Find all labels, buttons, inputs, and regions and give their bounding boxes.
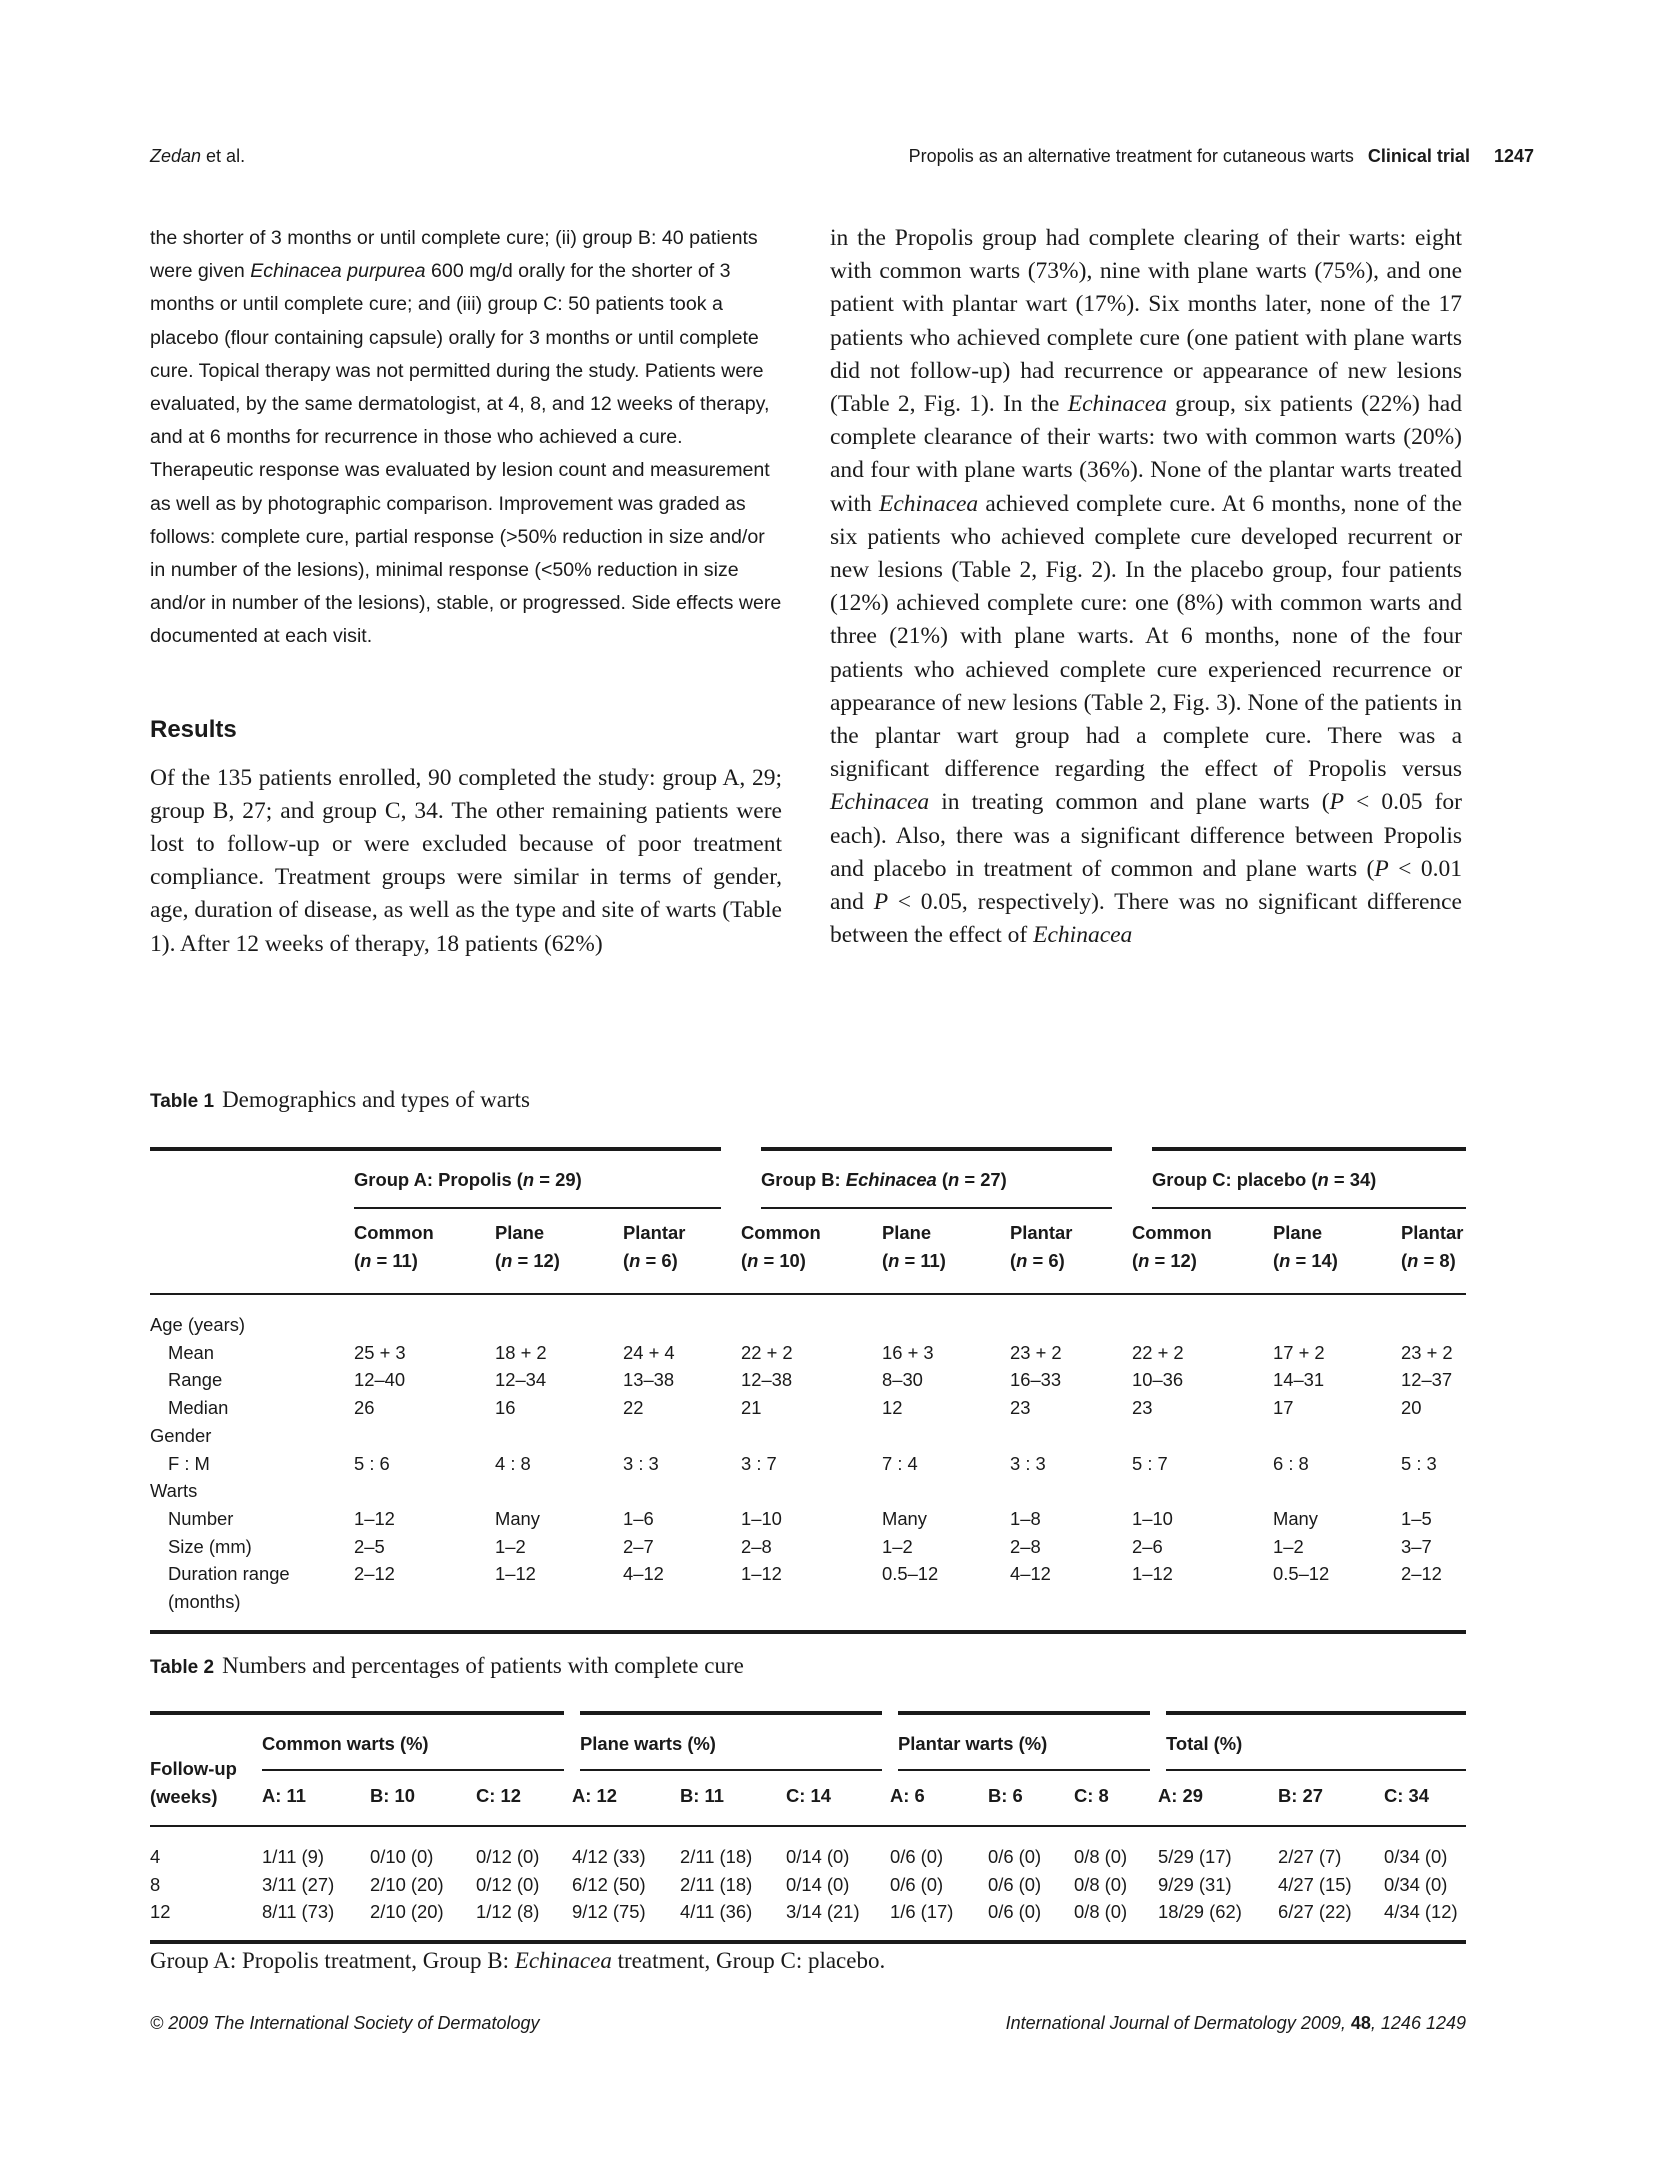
table-cell: 13–38 — [623, 1369, 675, 1391]
table-cell: 4/12 (33) — [572, 1846, 646, 1867]
table-cell: 9/12 (75) — [572, 1901, 646, 1923]
table1-subcolumn-header: Plantar (n = 6) — [1010, 1222, 1073, 1271]
table-cell: 0/12 (0) — [476, 1873, 540, 1895]
table1-subcolumn-header: Plantar (n = 8) — [1401, 1222, 1464, 1271]
table-cell: 1–2 — [882, 1535, 913, 1557]
table-cell: 12 — [882, 1397, 903, 1419]
table-cell — [1401, 1294, 1466, 1339]
table-cell — [1401, 1477, 1466, 1505]
table2-subcolumn-header: C: 14 — [786, 1785, 831, 1806]
table-cell: 17 + 2 — [1273, 1341, 1325, 1363]
table-cell: 17 — [1273, 1397, 1294, 1419]
table-cell: 1–2 — [495, 1535, 526, 1557]
table-cell: 6/12 (50) — [572, 1873, 646, 1895]
table-cell: 4 : 8 — [495, 1452, 531, 1474]
table-cell: 22 + 2 — [1132, 1341, 1184, 1363]
author-line: Zedan et al. — [150, 146, 246, 166]
table-cell: 4–12 — [1010, 1563, 1051, 1585]
table1-caption — [150, 1087, 530, 1113]
table1-subcolumn-header: Plantar (n = 6) — [623, 1222, 686, 1271]
table-row — [150, 1366, 1466, 1394]
table-cell: 3 : 3 — [623, 1452, 659, 1474]
table-cell: 3 : 7 — [741, 1452, 777, 1474]
row-label: Mean — [168, 1341, 215, 1363]
table-cell: 0.5–12 — [1273, 1563, 1330, 1585]
table-cell: 16–33 — [1010, 1369, 1062, 1391]
table2-subheader-row — [150, 1770, 1466, 1826]
table-row — [150, 1477, 1466, 1505]
table-cell: 12–38 — [741, 1369, 793, 1391]
table1-subcolumn-header: Plane (n = 11) — [882, 1222, 946, 1271]
table2-subcolumn-header: B: 6 — [988, 1785, 1023, 1806]
table-cell — [495, 1294, 623, 1339]
table-cell — [1273, 1477, 1401, 1505]
table-cell — [495, 1422, 623, 1450]
table-cell: 1–2 — [1273, 1535, 1304, 1557]
table-cell: 4/34 (12) — [1384, 1901, 1458, 1923]
table2-group-plane: Plane warts (%) — [572, 1713, 890, 1770]
row-label: Median — [168, 1397, 229, 1419]
table1-group-a: Group A: Propolis (n = 29) — [354, 1149, 741, 1208]
table1-subcolumn-header: Common (n = 12) — [1132, 1222, 1212, 1271]
table-cell: 1–10 — [741, 1507, 782, 1529]
table2-group-plantar: Plantar warts (%) — [890, 1713, 1158, 1770]
methods-paragraph: the shorter of 3 months or until complete cure; (ii) group B: 40 patients were given Echinacea purpurea 600 mg/d orally for the shorter of 3 months or until complete cure; and (iii) group C: 50 patients took a placebo (flour containing capsule) orally for 3 months or until complete cure. Topical therapy was not permitted during the study. Patients were evaluated, by the same dermatologist, at 4, 8, and 12 weeks of therapy, and at 6 months for recurrence in those who achieved a cure. Therapeutic response was evaluated by lesion count and measurement as well as by photographic comparison. Improvement was graded as follows: complete cure, partial response (>50% reduction in size and/or in number of the lesions), minimal response (<50% reduction in size and/or in number of the lesions), stable, or progressed. Side effects were documented at each visit. — [150, 227, 782, 648]
table-cell: 5 : 3 — [1401, 1452, 1437, 1474]
table-cell — [623, 1294, 741, 1339]
table-cell: 2–6 — [1132, 1535, 1163, 1557]
table-cell: 12–40 — [354, 1369, 406, 1391]
table-cell — [882, 1294, 1010, 1339]
table-cell: 2/10 (20) — [370, 1873, 444, 1895]
table-cell — [1401, 1422, 1466, 1450]
row-label: Warts — [150, 1480, 198, 1502]
table-cell — [1010, 1294, 1132, 1339]
table-cell: Many — [882, 1507, 927, 1529]
table-cell: 0/6 (0) — [890, 1846, 944, 1867]
table-cell — [1132, 1422, 1273, 1450]
table-cell — [1010, 1477, 1132, 1505]
table-cell: 26 — [354, 1397, 375, 1419]
table-cell — [741, 1294, 882, 1339]
table-cell: 10–36 — [1132, 1369, 1184, 1391]
table-cell: 0/14 (0) — [786, 1873, 850, 1895]
table-cell: 12–37 — [1401, 1369, 1453, 1391]
table-row — [150, 1505, 1466, 1533]
table-cell: 2/27 (7) — [1278, 1846, 1342, 1867]
table-cell — [882, 1422, 1010, 1450]
table-cell: 1–12 — [1132, 1563, 1173, 1585]
table-cell — [1273, 1422, 1401, 1450]
table-cell: 24 + 4 — [623, 1341, 675, 1363]
table-cell: 1–8 — [1010, 1507, 1041, 1529]
table-cell: 0/12 (0) — [476, 1846, 540, 1867]
table1-subcolumn-header: Plane (n = 14) — [1273, 1222, 1338, 1271]
table-cell — [741, 1477, 882, 1505]
table-cell: 18 + 2 — [495, 1341, 547, 1363]
table-cell — [1132, 1477, 1273, 1505]
table-cell: 5 : 6 — [354, 1452, 390, 1474]
table-cell — [623, 1422, 741, 1450]
table-cell — [1010, 1422, 1132, 1450]
page-number: 1247 — [1493, 146, 1534, 166]
table-cell: 5/29 (17) — [1158, 1846, 1232, 1867]
row-label: Range — [168, 1369, 223, 1391]
table-cell: 18/29 (62) — [1158, 1901, 1242, 1923]
table-cell: 6/27 (22) — [1278, 1901, 1352, 1923]
table-row — [150, 1339, 1466, 1367]
row-label: Duration range (months) — [168, 1563, 290, 1613]
row-label: Gender — [150, 1424, 212, 1446]
table-cell: 21 — [741, 1397, 762, 1419]
table-cell: 5 : 7 — [1132, 1452, 1168, 1474]
table-cell: 0/8 (0) — [1074, 1873, 1128, 1895]
table-row — [150, 1560, 1466, 1631]
results-paragraph-continued: in the Propolis group had complete clearing of their warts: eight with common warts (73%), nine with plane warts (75%), and one patient with plantar wart (17%). Six months later, none of the 17 patients who achieved complete cure (one patient with plane warts did not follow-up) had recurrence or appearance of new lesions (Table 2, Fig. 1). In the Echinacea group, six patients (22%) had complete clearance of their warts: two with common warts (20%) and four with plane warts (36%). None of the plantar warts treated with Echinacea achieved complete cure. At 6 months, none of the six patients who achieved complete cure developed recurrent or new lesions (Table 2, Fig. 2). In the placebo group, four patients (12%) achieved complete cure: one (8%) with common warts and three (21%) with plane warts. At 6 months, none of the four patients who achieved complete cure experienced recurrence or appearance of new lesions (Table 2, Fig. 3). None of the patients in the plantar wart group had a complete cure. There was a significant difference regarding the effect of Propolis versus Echinacea in treating common and plane warts (P < 0.05 for each). Also, there was a significant difference between Propolis and placebo in treatment of common and plane warts (P < 0.01 and P < 0.05, respectively). There was no significant difference between the effect of Echinacea — [830, 225, 1462, 949]
table1-group-b: Group B: Echinacea (n = 27) — [741, 1149, 1132, 1208]
row-label: Number — [168, 1507, 234, 1529]
table2-subcolumn-header: B: 27 — [1278, 1785, 1323, 1806]
table-cell: 7 : 4 — [882, 1452, 918, 1474]
followup-week: 12 — [150, 1901, 171, 1923]
table2-subcolumn-header: C: 34 — [1384, 1785, 1429, 1806]
table2-footnote: Group A: Propolis treatment, Group B: Echinacea treatment, Group C: placebo. — [150, 1948, 886, 1973]
table2-subcolumn-header: C: 8 — [1074, 1785, 1109, 1806]
table-row — [150, 1394, 1466, 1422]
table-cell: 0/8 (0) — [1074, 1901, 1128, 1923]
running-title: Propolis as an alternative treatment for cutaneous warts — [908, 146, 1354, 166]
table-cell: 14–31 — [1273, 1369, 1325, 1391]
table-cell: 1–12 — [495, 1563, 536, 1585]
table1-subcolumn-header: Plane (n = 12) — [495, 1222, 560, 1271]
table2-complete-cure — [150, 1711, 1466, 1944]
table2-subcolumn-header: A: 29 — [1158, 1785, 1203, 1806]
table2-caption — [150, 1653, 744, 1679]
table-cell: 3 : 3 — [1010, 1452, 1046, 1474]
table2-group-header-row — [150, 1713, 1466, 1770]
table-cell: 2–12 — [354, 1563, 395, 1585]
table-cell — [354, 1294, 495, 1339]
copyright: © 2009 The International Society of Dermatology — [150, 2013, 540, 2033]
table-cell: 1–10 — [1132, 1507, 1173, 1529]
table-cell: 16 + 3 — [882, 1341, 934, 1363]
table-cell: 2/10 (20) — [370, 1901, 444, 1923]
table-cell: 0/10 (0) — [370, 1846, 434, 1867]
table-cell: Many — [495, 1507, 540, 1529]
table1-demographics — [150, 1147, 1466, 1634]
table1-subcolumn-header: Common (n = 11) — [354, 1222, 434, 1271]
table-cell — [354, 1477, 495, 1505]
table1-label: Table 1 — [150, 1091, 215, 1112]
table-cell: 2–8 — [1010, 1535, 1041, 1557]
table2-subcolumn-header: A: 11 — [262, 1785, 306, 1806]
table-row — [150, 1871, 1466, 1899]
table-cell: 0/6 (0) — [988, 1901, 1042, 1923]
table2-label: Table 2 — [150, 1657, 215, 1678]
table-cell: 2/11 (18) — [680, 1873, 753, 1895]
table-cell — [1273, 1294, 1401, 1339]
table-cell: 2–12 — [1401, 1563, 1442, 1585]
table-cell: 0/6 (0) — [988, 1873, 1042, 1895]
table-cell: 0/8 (0) — [1074, 1846, 1128, 1867]
table-cell: 3–7 — [1401, 1535, 1432, 1557]
table-cell: 0/34 (0) — [1384, 1846, 1448, 1867]
followup-week: 8 — [150, 1873, 161, 1895]
table-cell: 3/14 (21) — [786, 1901, 860, 1923]
results-heading: Results — [150, 715, 237, 743]
followup-week: 4 — [150, 1846, 161, 1867]
table-cell: 0/14 (0) — [786, 1846, 850, 1867]
table-cell: 0/34 (0) — [1384, 1873, 1448, 1895]
table-cell: 1/6 (17) — [890, 1901, 954, 1923]
table1-group-header-row — [150, 1149, 1466, 1208]
table-cell: 23 — [1010, 1397, 1031, 1419]
table1-subheader-row — [150, 1208, 1466, 1294]
table-cell: 2/11 (18) — [680, 1846, 753, 1867]
table2-group-total: Total (%) — [1158, 1713, 1466, 1770]
table2-subcolumn-header: A: 12 — [572, 1785, 617, 1806]
table2-body — [150, 1826, 1466, 1942]
table1-body — [150, 1294, 1466, 1632]
table-cell — [623, 1477, 741, 1505]
table-cell: 9/29 (31) — [1158, 1873, 1232, 1895]
table-cell: 1/11 (9) — [262, 1846, 325, 1867]
table-cell: 25 + 3 — [354, 1341, 406, 1363]
table-cell: 1–6 — [623, 1507, 654, 1529]
table-cell: 23 + 2 — [1010, 1341, 1062, 1363]
table-cell: 2–8 — [741, 1535, 772, 1557]
table-cell: 1–12 — [741, 1563, 782, 1585]
table-row — [150, 1826, 1466, 1871]
table2-followup-header: Follow-up (weeks) — [150, 1713, 262, 1826]
table-cell: 2–5 — [354, 1535, 385, 1557]
table2-subcolumn-header: B: 11 — [680, 1785, 724, 1806]
header-right — [909, 146, 1534, 167]
table-cell: 8/11 (73) — [262, 1901, 335, 1923]
table-cell: 2–7 — [623, 1535, 654, 1557]
table2-title: Numbers and percentages of patients with complete cure — [222, 1653, 744, 1678]
table-cell: 8–30 — [882, 1369, 923, 1391]
left-column — [150, 222, 782, 961]
table-cell: 1–5 — [1401, 1507, 1432, 1529]
table-cell: 23 + 2 — [1401, 1341, 1453, 1363]
table-row — [150, 1898, 1466, 1942]
table-cell — [741, 1422, 882, 1450]
row-label: F : M — [168, 1452, 210, 1474]
section-label: Clinical trial — [1367, 146, 1470, 166]
table-cell: 0.5–12 — [882, 1563, 939, 1585]
table-cell: 4/11 (36) — [680, 1901, 753, 1923]
table-row — [150, 1422, 1466, 1450]
table-cell — [354, 1422, 495, 1450]
table-row — [150, 1533, 1466, 1561]
table-cell: Many — [1273, 1507, 1318, 1529]
table-cell: 23 — [1132, 1397, 1153, 1419]
table-cell — [495, 1477, 623, 1505]
table2-subcolumn-header: A: 6 — [890, 1785, 925, 1806]
table1-group-c: Group C: placebo (n = 34) — [1132, 1149, 1466, 1208]
table-cell: 16 — [495, 1397, 516, 1419]
table2-subcolumn-header: B: 10 — [370, 1785, 415, 1806]
table-cell: 1–12 — [354, 1507, 395, 1529]
running-header — [150, 146, 1534, 174]
table-cell: 20 — [1401, 1397, 1422, 1419]
table2-group-common: Common warts (%) — [262, 1713, 572, 1770]
table1-title: Demographics and types of warts — [222, 1087, 530, 1112]
table2-subcolumn-header: C: 12 — [476, 1785, 521, 1806]
table-cell: 6 : 8 — [1273, 1452, 1309, 1474]
row-label: Age (years) — [150, 1314, 246, 1335]
journal-citation: International Journal of Dermatology 2009, 48, 1246 1249 — [1005, 2013, 1466, 2033]
table-cell: 0/6 (0) — [988, 1846, 1042, 1867]
table-cell: 12–34 — [495, 1369, 547, 1391]
table1-subcolumn-header: Common (n = 10) — [741, 1222, 821, 1271]
table-cell: 4–12 — [623, 1563, 664, 1585]
table-cell: 4/27 (15) — [1278, 1873, 1352, 1895]
table-cell: 22 + 2 — [741, 1341, 793, 1363]
table-row — [150, 1294, 1466, 1339]
table-cell — [882, 1477, 1010, 1505]
table-cell: 3/11 (27) — [262, 1873, 335, 1895]
table-cell: 22 — [623, 1397, 644, 1419]
table-cell: 0/6 (0) — [890, 1873, 944, 1895]
table-cell — [1132, 1294, 1273, 1339]
table-row — [150, 1450, 1466, 1478]
row-label: Size (mm) — [168, 1535, 252, 1557]
table-cell: 1/12 (8) — [476, 1901, 540, 1923]
results-paragraph: Of the 135 patients enrolled, 90 completed the study: group A, 29; group B, 27; and group C, 34. The other remaining patients were lost to follow-up or were excluded because of poor treatment compliance. Treatment groups were similar in terms of gender, age, duration of disease, as well as the type and site of warts (Table 1). After 12 weeks of therapy, 18 patients (62%) — [150, 764, 782, 957]
right-column — [830, 222, 1462, 952]
